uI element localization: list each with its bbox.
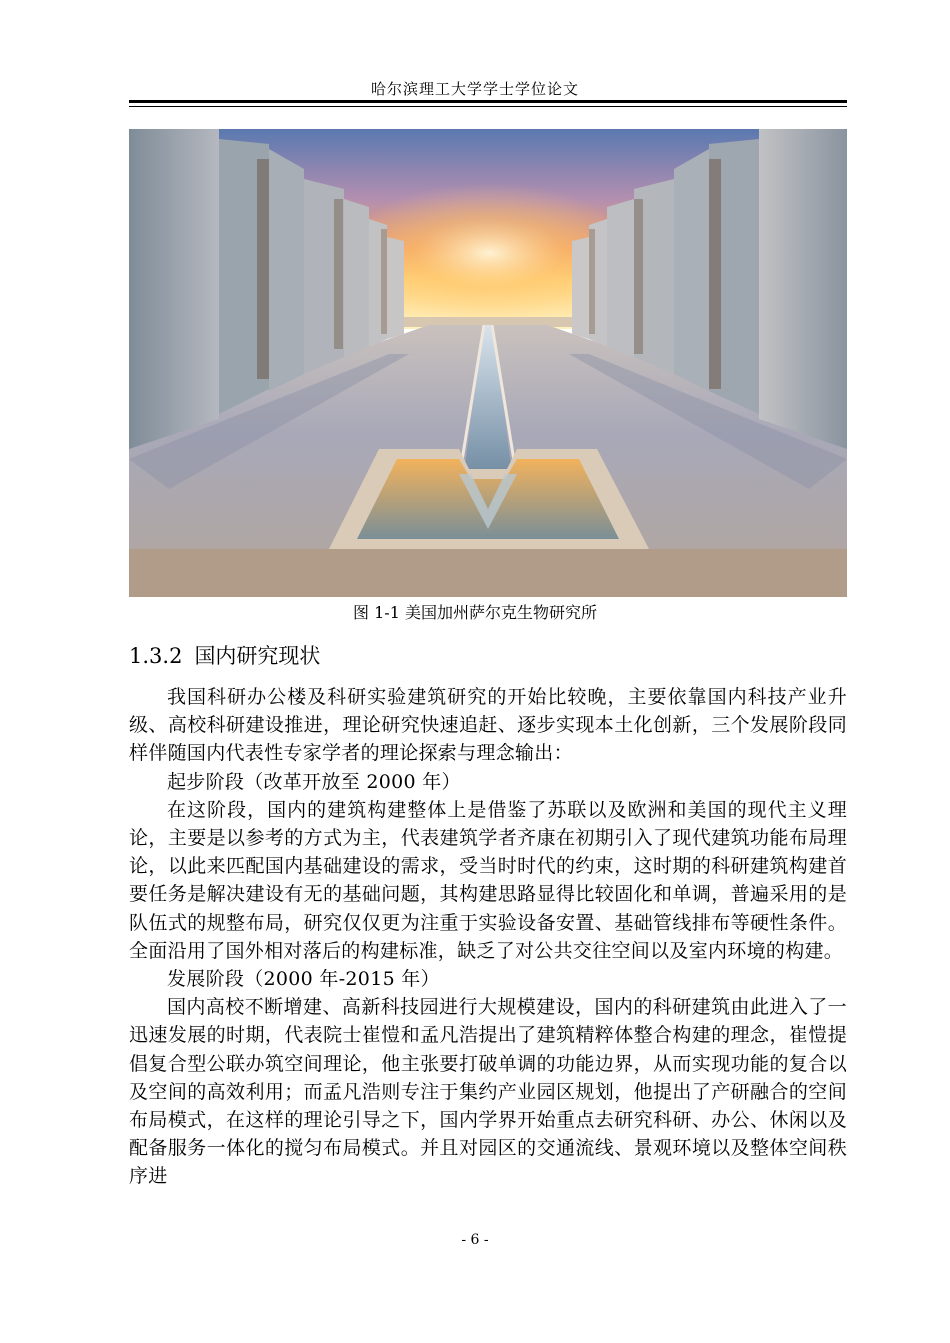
figure-caption: 图 1-1 美国加州萨尔克生物研究所 — [353, 603, 597, 622]
section-number: 1.3.2 — [129, 644, 183, 668]
figure-photo — [129, 129, 847, 597]
section-title: 国内研究现状 — [194, 644, 321, 668]
page-number: - 6 - — [461, 1232, 489, 1248]
running-header: 哈尔滨理工大学学士学位论文 — [370, 80, 579, 98]
header-rule-thin — [129, 106, 847, 107]
salk-institute-photo — [129, 129, 847, 597]
body-text — [129, 683, 847, 1191]
paragraph: 国内高校不断增建、高新科技园进行大规模建设，国内的科研建筑由此进入了一迅速发展的时期，代表院士崔愷和孟凡浩提出了建筑精粹体整合构建的理念，崔愷提倡复合型公联办筑空间理论，他主张要打破单调的功能边界，从而实现功能的复合以及空间的高效利用；而孟凡浩则专注于集约产业园区规划，他提出了产研融合的空间布局模式，在这样的理论引导之下，国内学界开始重点去研究科研、办公、休闲以及配备服务一体化的搅匀布局模式。并且对园区的交通流线、景观环境以及整体空间秩序进 — [129, 996, 847, 1188]
paragraph: 在这阶段，国内的建筑构建整体上是借鉴了苏联以及欧洲和美国的现代主义理论，主要是以参考的方式为主，代表建筑学者齐康在初期引入了现代建筑功能布局理论，以此来匹配国内基础建设的需求，受当时时代的约束，这时期的科研建筑构建首要任务是解决建设有无的基础问题，其构建思路显得比较固化和单调，普遍采用的是队伍式的规整布局，研究仅仅更为注重于实验设备安置、基础管线排布等硬性条件。全面沿用了国外相对落后的构建标准，缺乏了对公共交往空间以及室内环境的构建。 — [129, 798, 847, 962]
paragraph: 我国科研办公楼及科研实验建筑研究的开始比较晚，主要依靠国内科技产业升级、高校科研建设推进，理论研究快速追赶、逐步实现本土化创新，三个发展阶段同样伴随国内代表性专家学者的理论探索与理念输出： — [129, 686, 847, 765]
stage-heading: 起步阶段（改革开放至 2000 年） — [167, 770, 461, 793]
header-rule-thick — [129, 100, 847, 103]
stage-heading: 发展阶段（2000 年-2015 年） — [167, 968, 440, 991]
section-heading — [129, 640, 320, 670]
